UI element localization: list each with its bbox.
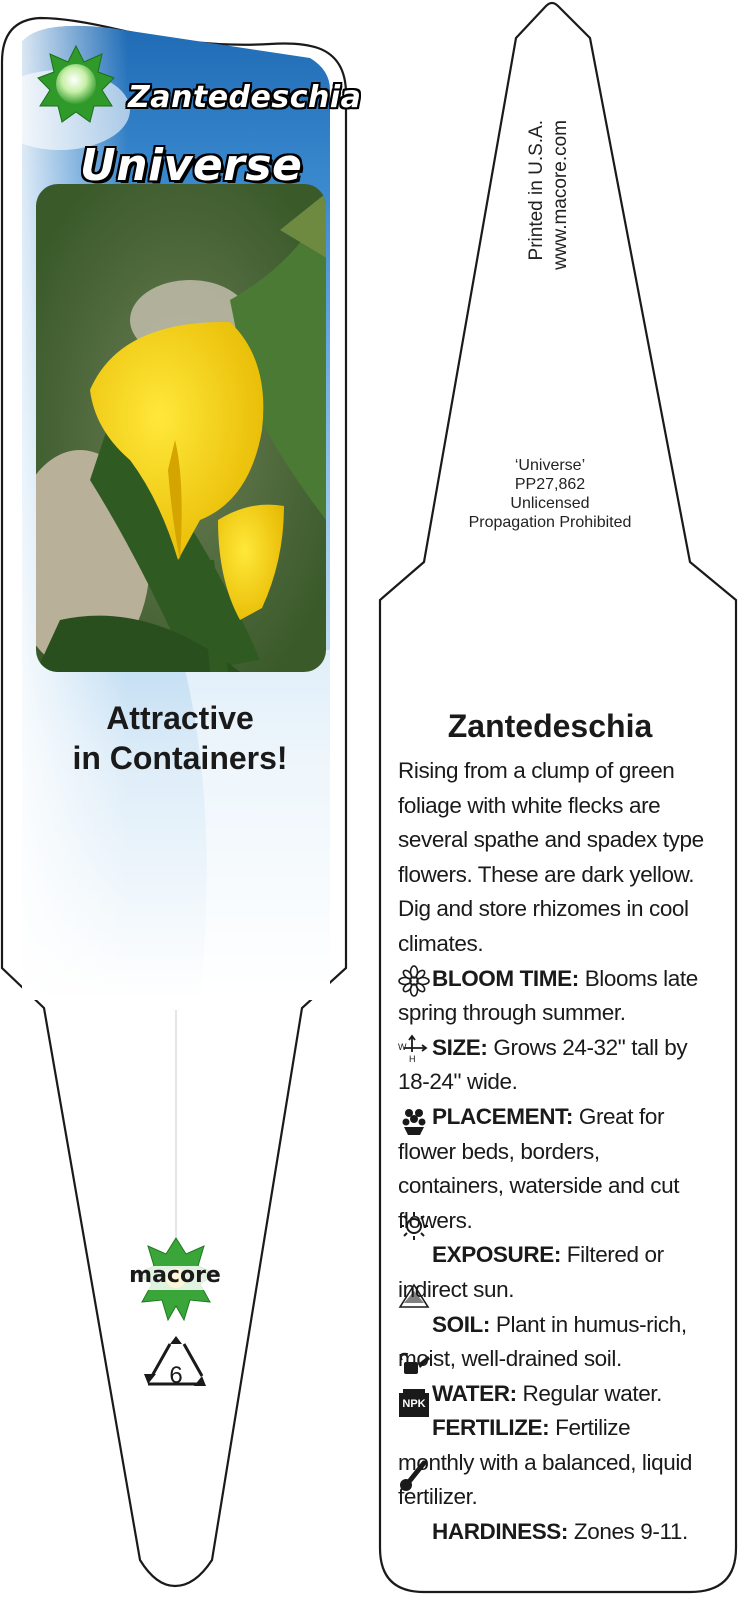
care-text: Zones 9-11.: [573, 1519, 688, 1545]
care-text: Blooms late spring through summer.: [398, 965, 698, 1026]
plant-title: Zantedeschia: [447, 708, 653, 744]
care-text: Great for flower beds, borders, containers, waterside and cut flowers.: [398, 1103, 680, 1233]
flower-photo: [10, 184, 330, 672]
recycle-code: 6: [169, 1362, 183, 1389]
printed-info: [525, 120, 585, 320]
care-label: SIZE:: [432, 1034, 488, 1060]
care-label: PLACEMENT:: [432, 1103, 573, 1129]
care-label: HARDINESS:: [432, 1519, 569, 1545]
care-label: WATER:: [432, 1380, 517, 1406]
tagline: [30, 698, 330, 778]
description-block: [398, 754, 708, 1550]
care-soil: [398, 1308, 708, 1377]
patent-line-4: Propagation Prohibited: [468, 514, 632, 531]
care-text: Filtered or indirect sun.: [398, 1242, 664, 1302]
tagline-line-1: Attractive: [106, 700, 254, 736]
care-water: [398, 1377, 708, 1412]
care-fertilize: [398, 1411, 708, 1515]
printed-in-text: Printed in U.S.A.: [526, 120, 547, 261]
patent-line-3: Unlicensed: [510, 495, 590, 512]
patent-line-2: PP27,862: [514, 476, 586, 493]
patent-line-1: ‘Universe’: [514, 457, 586, 474]
patent-info: [440, 456, 660, 532]
care-exposure: [398, 1238, 708, 1307]
description-text: Rising from a clump of green foliage with white flecks are several spathe and spadex type flowers. These are dark yellow. Dig and store rhizomes in cool climates.: [398, 758, 704, 956]
care-placement: [398, 1100, 708, 1238]
care-label: FERTILIZE:: [432, 1415, 550, 1441]
size-w-label: W: [398, 1042, 407, 1052]
genus-title: Zantedeschia: [128, 80, 362, 115]
care-hardiness: [398, 1515, 708, 1550]
care-size: [398, 1031, 708, 1100]
care-label: SOIL:: [432, 1311, 490, 1337]
size-h-label: H: [409, 1054, 416, 1064]
care-text: Fertilize monthly with a balanced, liquid fertilizer.: [398, 1415, 693, 1510]
cultivar-title: Universe: [80, 140, 303, 191]
care-text: Grows 24-32" tall by 18-24" wide.: [398, 1034, 688, 1095]
website-text: www.macore.com: [550, 120, 571, 270]
care-bloom-time: [398, 962, 708, 1031]
care-label: BLOOM TIME:: [432, 965, 579, 991]
macore-brand-text: macore: [129, 1263, 221, 1288]
tagline-line-2: in Containers!: [72, 740, 288, 776]
care-label: EXPOSURE:: [432, 1242, 561, 1268]
care-text: Plant in humus-rich, moist, well-drained soil.: [398, 1311, 687, 1372]
npk-label: NPK: [402, 1398, 426, 1410]
care-text: Regular water.: [522, 1380, 663, 1406]
